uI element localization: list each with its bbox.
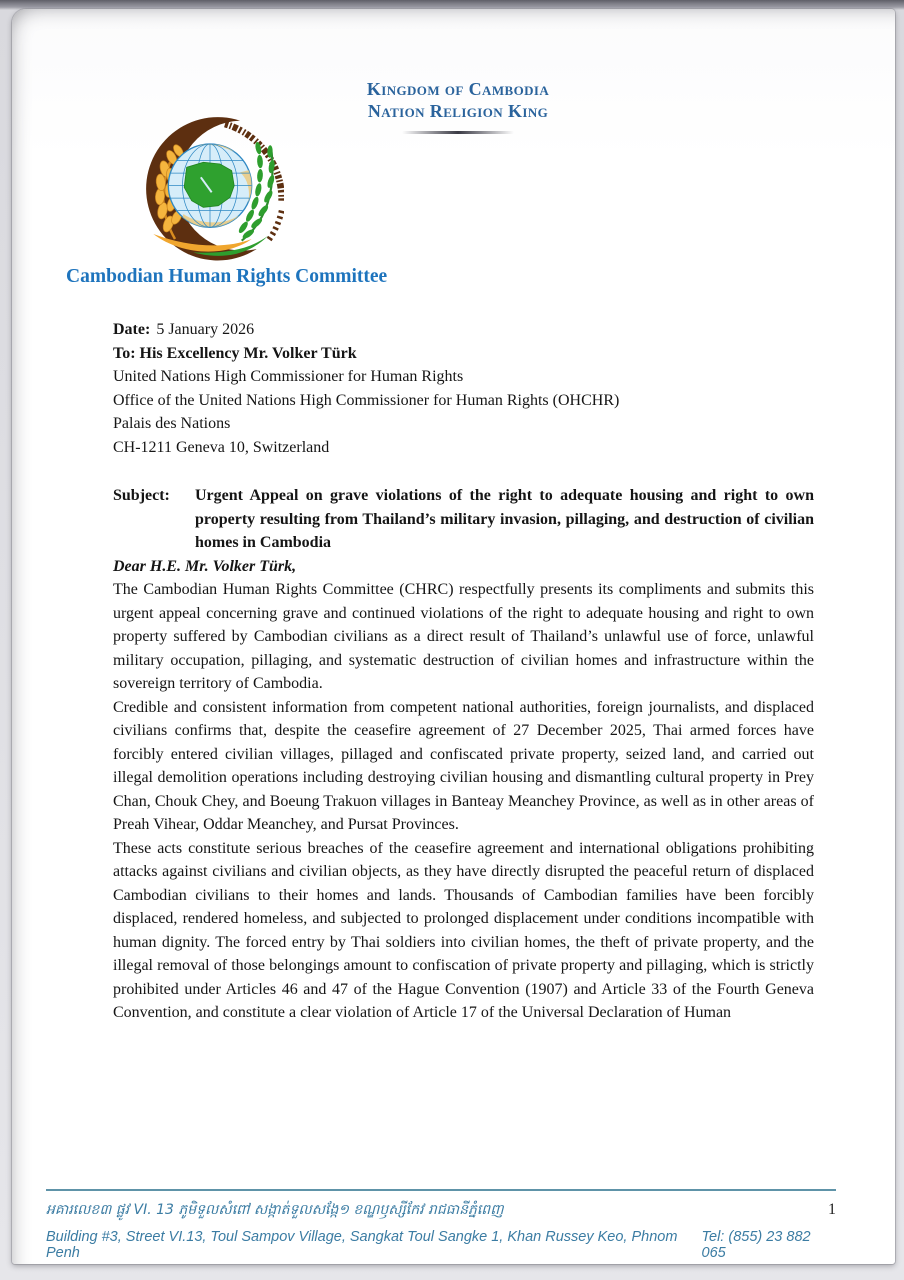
recipient-line: To: His Excellency Mr. Volker Türk <box>113 344 357 362</box>
footer-khmer-address: អគារលេខ៣ ផ្លូវ VI. 13 ភូមិទួលសំពៅ សង្កាត់ទួលសង្កែ១ ខណ្ឌឫស្សីកែវ រាជធានីភ្នំពេញ <box>46 1202 504 1218</box>
page-number: 1 <box>828 1201 836 1218</box>
footer-khmer-row <box>46 1200 836 1221</box>
date-value: 5 January 2026 <box>156 321 255 338</box>
footer-rule <box>46 1189 836 1191</box>
recipient-address-line: United Nations High Commissioner for Human Rights <box>113 368 464 385</box>
subject-label: Subject: <box>113 487 170 504</box>
page-footer <box>46 1189 836 1261</box>
recipient-address-line: CH-1211 Geneva 10, Switzerland <box>113 438 330 456</box>
chrc-emblem-icon <box>116 114 284 264</box>
recipient-address-line: Palais des Nations <box>113 415 231 432</box>
date-line <box>113 318 814 342</box>
kingdom-line: Kingdom of Cambodia <box>366 79 550 99</box>
letter-body <box>113 318 814 1025</box>
arc-script-side <box>268 211 281 241</box>
footer-telephone: Tel: (855) 23 882 065 <box>701 1229 811 1261</box>
date-label: Date: <box>113 321 151 338</box>
subject-text: Urgent Appeal on grave violations of the right to adequate housing and right to own property resulting from Thailand’s military invasion, pillaging, and destruction of civilian homes in Cambodia <box>195 487 814 551</box>
body-paragraph: The Cambodian Human Rights Committee (CHRC) respectfully presents its compliments and submits this urgent appeal concerning grave and continued violations of the right to adequate housing and right to own property suffered by Cambodian civilians as a direct result of Thailand’s unlawful use of force, unlawful military occupation, pillaging, and systematic destruction of civilian homes and infrastructure within the sovereign territory of Cambodia. <box>113 581 814 692</box>
organization-name: Cambodian Human Rights Committee <box>66 266 388 287</box>
header-divider-ornament <box>402 131 514 134</box>
footer-english-row <box>46 1229 836 1261</box>
motto-line: Nation Religion King <box>367 101 549 121</box>
recipient-address-line: Office of the United Nations High Commissioner for Human Rights (OHCHR) <box>113 391 620 409</box>
subject-block <box>113 484 814 555</box>
footer-english-address: Building #3, Street VI.13, Toul Sampov Village, Sangkat Toul Sangke 1, Khan Russey Keo, Phnom Penh <box>46 1229 678 1261</box>
body-paragraph: Credible and consistent information from competent national authorities, foreign journalists, and displaced civilians confirms that, despite the ceasefire agreement of 27 December 2025, Thai armed forces have forcibly entered civilian villages, pillaged and confiscated private property, seized land, and carried out illegal demolition operations including destroying civilian housing and dismantling cultural property in Prey Chan, Chouk Chey, and Boeung Trakuon villages in Banteay Meanchey Province, as well as in other areas of Preah Vihear, Oddar Meanchey, and Pursat Provinces. <box>113 698 814 833</box>
salutation: Dear H.E. Mr. Volker Türk, <box>113 557 297 575</box>
body-paragraph: These acts constitute serious breaches of the ceasefire agreement and international obligations prohibiting attacks against civilians and civilian objects, as they have directly disrupted the peaceful return of displaced Cambodian civilians to their homes and lands. Thousands of Cambodian families have been forcibly displaced, rendered homeless, and subjected to prolonged displacement under conditions incompatible with human dignity. The forced entry by Thai soldiers into civilian homes, the theft of private property, and the illegal removal of those belongings amount to confiscation of private property and pillaging, which is strictly prohibited under Articles 46 and 47 of the Hague Convention (1907) and Article 33 of the Fourth Geneva Convention, and constitute a clear violation of Article 17 of the Universal Declaration of Human <box>113 839 814 1021</box>
